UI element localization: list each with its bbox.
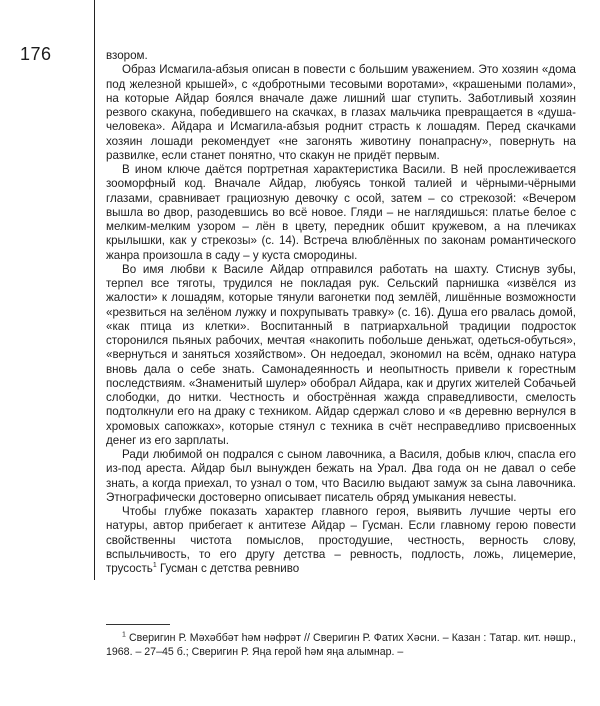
paragraph-tail: Гусман с детства ревниво: [156, 562, 300, 575]
paragraph-text: Чтобы глубже показать характер главного героя, выявить лучшие черты его натуры, автор прибегает к антитезе Айдар – Гусман. Если главному герою повести свойственны чистота помыслов, простодушие, честность, верность слову, вспыльчивость, то его другу детства – ревность, подлость, ложь, лицемерие, трусость: [106, 505, 576, 575]
paragraph: взором.: [106, 49, 148, 62]
footnote-reference: 1: [152, 562, 157, 570]
page-number: 176: [20, 44, 52, 64]
body-text: [106, 49, 576, 576]
paragraph: Образ Исмагила-абзыя описан в повести с большим уважением. Это хозяин «дома под железной крышей», с «добротными тесовыми воротами», «крашеными полами», на которые Айдар боялся вначале даже лишний шаг ступить. Заботливый хозяин резвого скакуна, победившего на скачках, в глазах мальчика превращается в «душа-человека». Айдара и Исмагила-абзыя роднит страсть к лошадям. Перед скачками хозяин лошади рекомендует «не загонять животину понапрасну», повернуть на развилке, если станет понятно, что скакун не придёт первым.: [106, 63, 576, 162]
paragraph: В ином ключе даётся портретная характеристика Васили. В ней прослеживается зооморфный код. Вначале Айдар, любуясь тонкой талией и чёрными-чёрными глазами, сравнивает грациозную девочку с осой, затем – со стрекозой: «Вечером вышла во двор, разодевшись во всё новое. Гляди – не наглядишься: платье белое с мелким-мелким узором – лён в цвету, передник обшит кружевом, а на плечиках крылышки, как у стрекозы» (с. 14). Встреча влюблённых по законам романтического жанра произошла в саду – у куста смородины.: [106, 163, 576, 262]
paragraph: [106, 505, 576, 576]
footnote-separator: [106, 624, 170, 625]
paragraph: Во имя любви к Василе Айдар отправился работать на шахту. Стиснув зубы, терпел все тяготы, трудился не покладая рук. Сельский парнишка «извёлся из жалости» к лошадям, которые тянули вагонетки под землёй, лишённые возможности «резвиться на зелёном лужку и похрупывать травку» (с. 16). Душа его рвалась домой, «как птица из клетки». Воспитанный в патриархальной традиции подросток сторонился пьяных рабочих, мечтая «накопить побольше деньжат, одеться-обуться», «вернуться и заняться хозяйством». Он недоедал, экономил на всём, однако натура вновь дала о себе знать. Самонадеянность и неопытность привели к горестным последствиям. «Знаменитый шулер» обобрал Айдара, как и других жителей Собачьей слободки, до нитки. Честность и обострённая жажда справедливости, смелость подтолкнули его на драку с техником. Айдар сдержал слово и «в деревню вернулся в хромовых сапожках», которые стянул с техника в счёт несправедливо присвоенных денег из его зарплаты.: [106, 262, 576, 447]
paragraph: Ради любимой он подрался с сыном лавочника, а Василя, добыв ключ, спасла его из-под ареста. Айдар был вынужден бежать на Урал. Два года он не давал о себе знать, а когда приехал, то узнал о том, что Василю выдают замуж за сына лавочника. Этнографически достоверно описывает писатель обряд умыкания невесты.: [106, 448, 576, 504]
margin-rule: [94, 0, 95, 580]
footnote-number: 1: [122, 631, 126, 639]
footnote: [106, 632, 576, 660]
footnote-block: [106, 632, 576, 660]
footnote-text: Сверигин Р. Мәхәббәт һәм нәфрәт // Сверигин Р. Фатих Хәсни. – Казан : Татар. кит. нәшр., 1968. – 27–45 б.; Сверигин Р. Яңа герой һәм яңа алымнар. –: [106, 632, 577, 658]
